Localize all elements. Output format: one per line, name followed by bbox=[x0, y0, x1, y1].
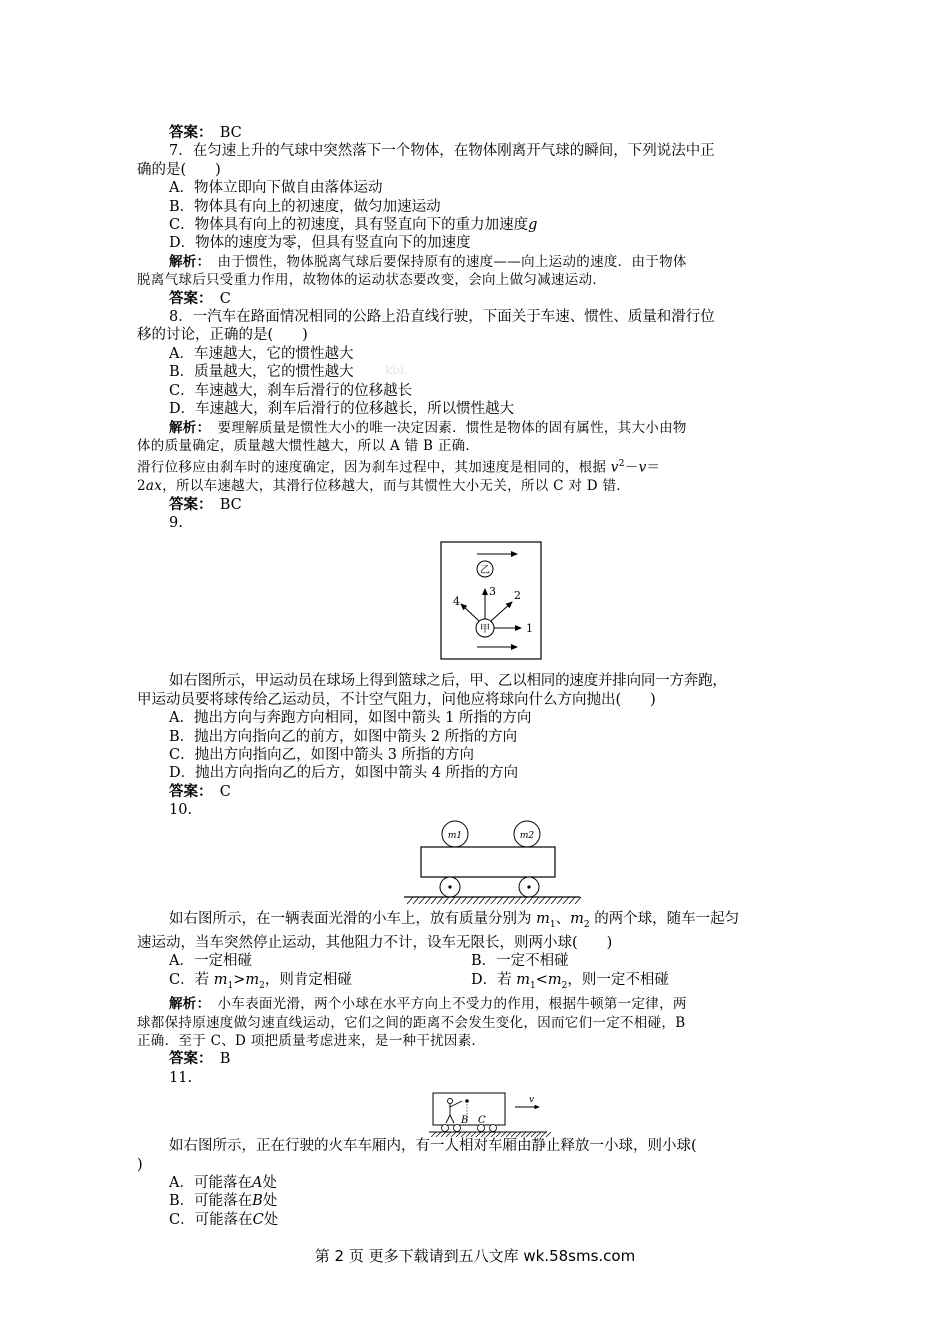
answer-10: 答案： B bbox=[169, 1050, 231, 1068]
arrow-3-label: 3 bbox=[489, 585, 496, 599]
question-11-text-cont: ) bbox=[137, 1156, 143, 1173]
person-figure bbox=[446, 1099, 462, 1124]
question-11-option-a: A．可能落在A处 bbox=[169, 1174, 277, 1191]
question-9-text: 如右图所示，甲运动员在球场上得到篮球之后，甲、乙以相同的速度并排向同一方奔跑， bbox=[169, 673, 727, 690]
question-7-option-b: B．物体具有向上的初速度，做匀加速运动 bbox=[169, 198, 441, 215]
label-C: C bbox=[478, 1115, 486, 1127]
question-10-option-c: C．若 $m_1>m_2$，则肯定相碰 bbox=[169, 971, 352, 991]
arrow-2-label: 2 bbox=[514, 589, 521, 603]
question-10-options-ab bbox=[137, 952, 817, 970]
label-jia: 甲 bbox=[480, 624, 490, 636]
ball-m2-label: m2 bbox=[519, 830, 535, 841]
explanation-8: 解析： 要理解质量是惯性大小的唯一决定因素．惯性是物体的固有属性，其大小由物 bbox=[169, 419, 687, 436]
answer-9: 答案： C bbox=[169, 782, 231, 800]
question-9-text-cont: 甲运动员要将球传给乙运动员，不计空气阻力，问他应将球向什么方向抛出( ) bbox=[137, 691, 656, 708]
answer-6: 答案： BC bbox=[169, 124, 242, 141]
figure-11 bbox=[137, 1087, 817, 1137]
question-9-number: 9. bbox=[169, 515, 183, 532]
question-10-number: 10. bbox=[169, 802, 193, 819]
figure-10-svg bbox=[137, 820, 817, 910]
question-8-option-d: D．车速越大，刹车后滑行的位移越长，所以惯性越大 bbox=[169, 401, 515, 418]
explanation-10-cont2: 正确．至于 C、D 项把质量考虑进来，是一种干扰因素． bbox=[137, 1032, 486, 1049]
arrow-4-label: 4 bbox=[453, 595, 460, 609]
arrow-4 bbox=[461, 604, 479, 621]
question-9-option-b: B．抛出方向指向乙的前方，如图中箭头 2 所指的方向 bbox=[169, 728, 518, 745]
question-7-option-a: A．物体立即向下做自由落体运动 bbox=[169, 180, 383, 197]
question-7-option-d: D．物体的速度为零，但具有竖直向下的加速度 bbox=[169, 235, 471, 252]
arrow-2 bbox=[491, 602, 512, 621]
question-8-text-cont: 移的讨论，正确的是( ) bbox=[137, 327, 308, 344]
arrow-1-label: 1 bbox=[526, 622, 533, 636]
explanation-10: 解析： 小车表面光滑，两个小球在水平方向上不受力的作用，根据牛顿第一定律，两 bbox=[169, 996, 687, 1013]
question-10-option-a: A．一定相碰 bbox=[169, 953, 252, 970]
question-9-option-c: C．抛出方向指向乙，如图中箭头 3 所指的方向 bbox=[169, 747, 475, 764]
explanation-8-cont: 体的质量确定，质量越大惯性越大，所以 A 错 B 正确． bbox=[137, 437, 480, 454]
question-10-text: 如右图所示，在一辆表面光滑的小车上，放有质量分别为 $m_1$、$m_2$ 的两个球，随车一起匀 bbox=[169, 910, 740, 930]
page-content bbox=[137, 124, 817, 1229]
question-9-option-d: D．抛出方向指向乙的后方，如图中箭头 4 所指的方向 bbox=[169, 765, 519, 782]
train-wheel-1 bbox=[442, 1125, 449, 1132]
ground-hatch bbox=[407, 897, 581, 904]
figure-9-svg bbox=[137, 532, 817, 672]
question-10-option-d: D．若 $m_1<m_2$，则一定不相碰 bbox=[471, 971, 669, 991]
question-8-option-c: C．车速越大，刹车后滑行的位移越长 bbox=[169, 382, 413, 399]
small-ball bbox=[465, 1099, 469, 1103]
figure-9 bbox=[137, 532, 817, 672]
question-10-option-b: B．一定不相碰 bbox=[471, 953, 569, 970]
wheel-axle-left bbox=[448, 885, 451, 888]
question-11-text: 如右图所示，正在行驶的火车车厢内，有一人相对车厢由静止释放一小球，则小球( bbox=[169, 1138, 697, 1155]
question-7-option-c: C．物体具有向上的初速度，具有竖直向下的重力加速度g bbox=[169, 217, 538, 234]
question-9-option-a: A．抛出方向与奔跑方向相同，如图中箭头 1 所指的方向 bbox=[169, 710, 532, 727]
page-footer: 第 2 页 更多下载请到五八文库 wk.58sms.com bbox=[314, 1247, 636, 1265]
explanation-10-cont: 球都保持原速度做匀速直线运动，它们之间的距离不会发生变化，因而它们一定不相碰，B bbox=[137, 1014, 686, 1031]
answer-8: 答案： BC bbox=[169, 495, 242, 513]
label-B: B bbox=[461, 1115, 469, 1127]
question-10-options-cd bbox=[137, 971, 817, 995]
question-8-option-b: B．质量越大，它的惯性越大 kbl. bbox=[169, 363, 408, 381]
train-wheel-2 bbox=[454, 1125, 461, 1132]
explanation-8-cont2: 滑行位移应由刹车时的速度确定，因为刹车过程中，其加速度是相同的，根据 $v^2-v=$ bbox=[137, 459, 661, 476]
ball-m1-label: m1 bbox=[447, 830, 463, 841]
answer-7: 答案： C bbox=[169, 289, 231, 307]
question-11-option-c: C．可能落在C处 bbox=[169, 1211, 279, 1228]
question-7-text: 7．在匀速上升的气球中突然落下一个物体，在物体刚离开气球的瞬间，下列说法中正 bbox=[169, 143, 715, 160]
question-7-text-cont: 确的是( ) bbox=[137, 161, 221, 178]
train-wheel-4 bbox=[490, 1125, 497, 1132]
question-11-number: 11. bbox=[169, 1069, 193, 1086]
explanation-8-cont3: 2ax，所以车速越大，其滑行位移越大，而与其惯性大小无关，所以 C 对 D 错． bbox=[137, 478, 631, 495]
watermark: kbl. bbox=[385, 363, 408, 378]
wheel-axle-right bbox=[527, 885, 530, 888]
question-8-option-a: A．车速越大，它的惯性越大 bbox=[169, 345, 354, 362]
question-10-text-cont: 速运动，当车突然停止运动，其他阻力不计，设车无限长，则两小球( ) bbox=[137, 934, 613, 951]
explanation-7: 解析： 由于惯性，物体脱离气球后要保持原有的速度——向上运动的速度．由于物体 bbox=[169, 253, 687, 270]
train-car bbox=[433, 1093, 505, 1125]
figure-11-svg bbox=[137, 1087, 817, 1137]
figure-10 bbox=[137, 820, 817, 910]
label-v: v bbox=[529, 1095, 535, 1106]
question-11-option-b: B．可能落在B处 bbox=[169, 1193, 278, 1210]
cart-body bbox=[421, 847, 555, 877]
question-8-text: 8．一汽车在路面情况相同的公路上沿直线行驶，下面关于车速、惯性、质量和滑行位 bbox=[169, 309, 715, 326]
explanation-7-cont: 脱离气球后只受重力作用，故物体的运动状态要改变，会向上做匀减速运动． bbox=[137, 272, 607, 289]
label-yi: 乙 bbox=[480, 565, 490, 577]
track-hatch bbox=[431, 1132, 551, 1137]
